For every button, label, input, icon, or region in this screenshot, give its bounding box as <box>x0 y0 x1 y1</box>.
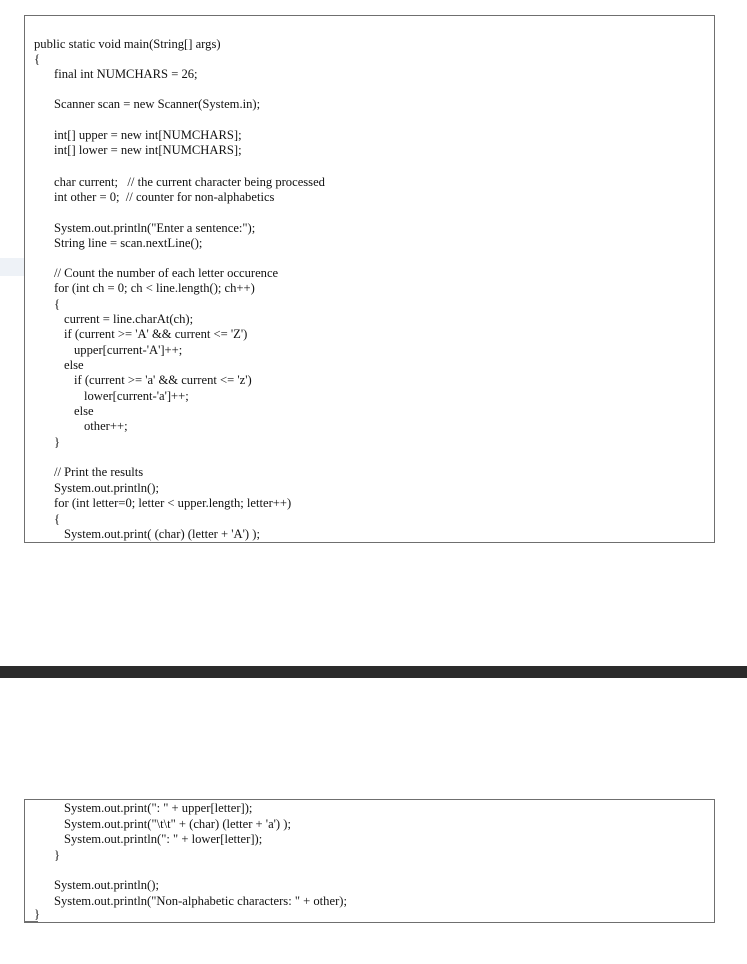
code-line: lower[current-'a']++; <box>84 389 189 403</box>
code-line: for (int ch = 0; ch < line.length(); ch++) <box>54 281 255 295</box>
code-line: upper[current-'A']++; <box>74 343 183 357</box>
side-tab-marker <box>0 258 24 276</box>
closing-brace-frame <box>24 906 41 922</box>
code-line: System.out.println(); <box>54 481 159 495</box>
code-line: int other = 0; // counter for non-alphabetics <box>54 190 275 204</box>
page-break-divider <box>0 666 747 678</box>
code-line: System.out.println(": " + lower[letter]); <box>64 832 263 846</box>
code-line: String line = scan.nextLine(); <box>54 236 203 250</box>
code-line: if (current >= 'a' && current <= 'z') <box>74 373 252 387</box>
code-line: { <box>54 512 61 526</box>
code-line: current = line.charAt(ch); <box>64 312 194 326</box>
code-line: if (current >= 'A' && current <= 'Z') <box>64 327 248 341</box>
code-line: System.out.print("\t\t" + (char) (letter + 'a') ); <box>64 817 291 831</box>
code-line: int[] lower = new int[NUMCHARS]; <box>54 143 242 157</box>
code-listing-page-2 <box>24 799 715 923</box>
code-listing-page-1 <box>24 15 715 543</box>
code-line: final int NUMCHARS = 26; <box>54 67 198 81</box>
code-line: System.out.print( (char) (letter + 'A') ); <box>64 527 260 541</box>
code-line: System.out.print(": " + upper[letter]); <box>64 801 253 815</box>
code-line: public static void main(String[] args) <box>34 37 221 51</box>
code-line: } <box>54 848 61 862</box>
code-line: } <box>54 435 61 449</box>
code-line: other++; <box>84 419 128 433</box>
code-line: for (int letter=0; letter < upper.length; letter++) <box>54 496 292 510</box>
code-line: { <box>54 297 61 311</box>
code-line: Scanner scan = new Scanner(System.in); <box>54 97 261 111</box>
code-line: System.out.println("Enter a sentence:"); <box>54 221 256 235</box>
code-line: { <box>34 52 41 66</box>
code-line: int[] upper = new int[NUMCHARS]; <box>54 128 242 142</box>
code-line: System.out.println(); <box>54 878 159 892</box>
code-line: else <box>64 358 84 372</box>
code-line: char current; // the current character being processed <box>54 175 325 189</box>
code-line: else <box>74 404 94 418</box>
code-comment: // Print the results <box>54 465 144 479</box>
code-line: System.out.println("Non-alphabetic characters: " + other); <box>54 894 347 908</box>
code-comment: // Count the number of each letter occurence <box>54 266 279 280</box>
code-line: } <box>34 907 41 921</box>
